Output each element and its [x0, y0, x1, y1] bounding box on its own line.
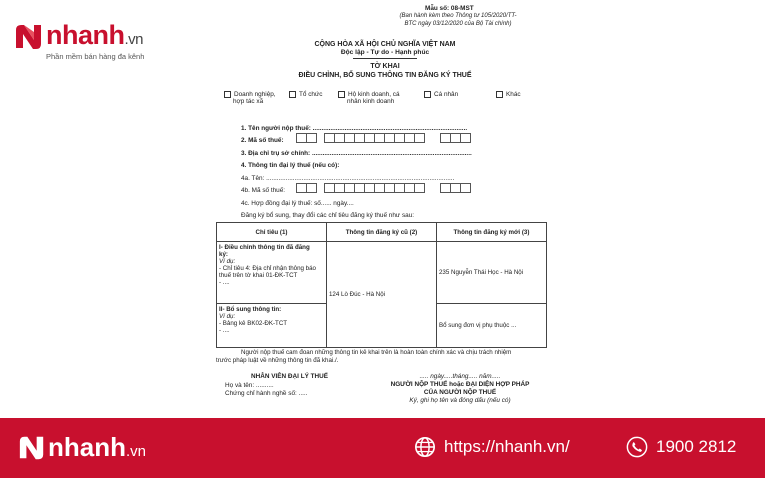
col-header-old: Thông tin đăng ký cũ (2) — [326, 223, 436, 242]
signer-line-2: CỦA NGƯỜI NỘP THUẾ — [423, 389, 497, 396]
footer-phone-link[interactable] — [626, 436, 736, 458]
col-header-new: Thông tin đăng ký mới (3) — [436, 223, 546, 242]
nhanh-n-icon — [18, 434, 46, 462]
agent-staff-name[interactable]: Họ và tên: .......... — [225, 382, 274, 389]
motto: Độc lập - Tự do - Hạnh phúc — [340, 49, 430, 56]
footer-website-text[interactable]: https://nhanh.vn/ — [444, 437, 570, 456]
footer-bar — [0, 418, 765, 478]
table-row-supplement: II- Bổ sung thông tin: Ví dụ: - Bảng kê BK02-ĐK-TCT - .... — [217, 304, 327, 348]
field-tax-agent-info: 4. Thông tin đại lý thuế (nếu có): — [241, 162, 340, 169]
issued-line-1: (Ban hành kèm theo Thông tư 105/2020/TT- — [399, 13, 517, 19]
checkbox[interactable] — [224, 91, 231, 98]
issued-line-2: BTC ngày 03/12/2020 của Bộ Tài chính) — [404, 21, 512, 27]
field-agent-tax-code-label: 4b. Mã số thuế: — [241, 187, 286, 194]
type-option-enterprise[interactable]: Doanh nghiệp, hợp tác xã — [224, 91, 276, 105]
field-taxpayer-name[interactable]: 1. Tên người nộp thuế: ....................................................................................... — [241, 125, 468, 132]
commitment-line-2: trước pháp luật về những thông tin đã khai./. — [216, 357, 339, 364]
phone-icon — [626, 436, 648, 458]
nation-title: CỘNG HÒA XÃ HỘI CHỦ NGHĨA VIỆT NAM — [314, 41, 456, 48]
date-line[interactable]: ..... ngày.....tháng..... năm..... — [419, 373, 501, 380]
footer-website-link[interactable] — [414, 436, 570, 458]
footer-logo[interactable] — [18, 432, 146, 463]
nhanh-logo[interactable] — [14, 22, 144, 61]
field-agent-name[interactable]: 4a. Tên: .......................................................................................................... — [241, 175, 455, 182]
signer-note: Ký, ghi họ tên và đóng dấu (nếu có) — [409, 397, 511, 404]
new-value-cell-1: 235 Nguyễn Thái Học - Hà Nội — [436, 242, 546, 304]
form-title: TỜ KHAI — [370, 63, 400, 70]
checkbox[interactable] — [289, 91, 296, 98]
agent-staff-cert[interactable]: Chứng chỉ hành nghề số: ..... — [225, 390, 308, 397]
agent-tax-code-boxes[interactable] — [296, 183, 470, 193]
checkbox[interactable] — [496, 91, 503, 98]
old-value-cell: 124 Lò Đúc - Hà Nội — [326, 242, 436, 348]
footer-phone-text[interactable]: 1900 2812 — [656, 437, 737, 456]
type-option-other[interactable]: Khác — [496, 91, 521, 98]
motto-underline — [353, 58, 417, 59]
type-option-individual[interactable]: Cá nhân — [424, 91, 458, 98]
type-option-household[interactable]: Hộ kinh doanh, cá nhân kinh doanh — [338, 91, 400, 105]
table-row-adjust: I- Điều chỉnh thông tin đã đăng ký: Ví dụ: - Chỉ tiêu 4: Địa chỉ nhận thông báo thuế trên tờ khai 01-ĐK-TCT - .... — [217, 242, 327, 304]
checkbox[interactable] — [424, 91, 431, 98]
agent-staff-title: NHÂN VIÊN ĐẠI LÝ THUẾ — [251, 373, 329, 380]
field-agent-contract[interactable]: 4c. Hợp đồng đại lý thuế: số...... ngày.... — [241, 200, 354, 207]
new-value-cell-2: Bổ sung đơn vị phụ thuộc ... — [436, 304, 546, 348]
commitment-line-1: Người nộp thuế cam đoan những thông tin kê khai trên là hoàn toàn chính xác và chịu trách nhiệm — [241, 349, 512, 356]
field-tax-code-label: 2. Mã số thuế: — [241, 137, 284, 144]
table-intro: Đăng ký bổ sung, thay đổi các chỉ tiêu đăng ký thuế như sau: — [241, 212, 415, 219]
nhanh-n-icon — [14, 22, 44, 52]
type-option-organization[interactable]: Tổ chức — [289, 91, 322, 98]
field-head-office-address[interactable]: 3. Địa chỉ trụ sở chính: .......................................................................................... — [241, 150, 472, 157]
globe-icon — [414, 436, 436, 458]
checkbox[interactable] — [338, 91, 345, 98]
col-header-item: Chỉ tiêu (1) — [217, 223, 327, 242]
form-subtitle: ĐIỀU CHỈNH, BỔ SUNG THÔNG TIN ĐĂNG KÝ THUẾ — [298, 72, 472, 79]
logo-brand: nhanh.vn — [46, 20, 144, 50]
tax-form-document — [205, 0, 562, 418]
tax-code-boxes[interactable] — [296, 133, 470, 143]
changes-table — [216, 222, 547, 348]
logo-tagline: Phần mềm bán hàng đa kênh — [46, 52, 145, 61]
footer-brand: nhanh.vn — [48, 432, 147, 462]
signer-line-1: NGƯỜI NỘP THUẾ hoặc ĐẠI DIỆN HỢP PHÁP — [390, 381, 530, 388]
form-number: Mẫu số: 08-MST — [425, 5, 474, 12]
